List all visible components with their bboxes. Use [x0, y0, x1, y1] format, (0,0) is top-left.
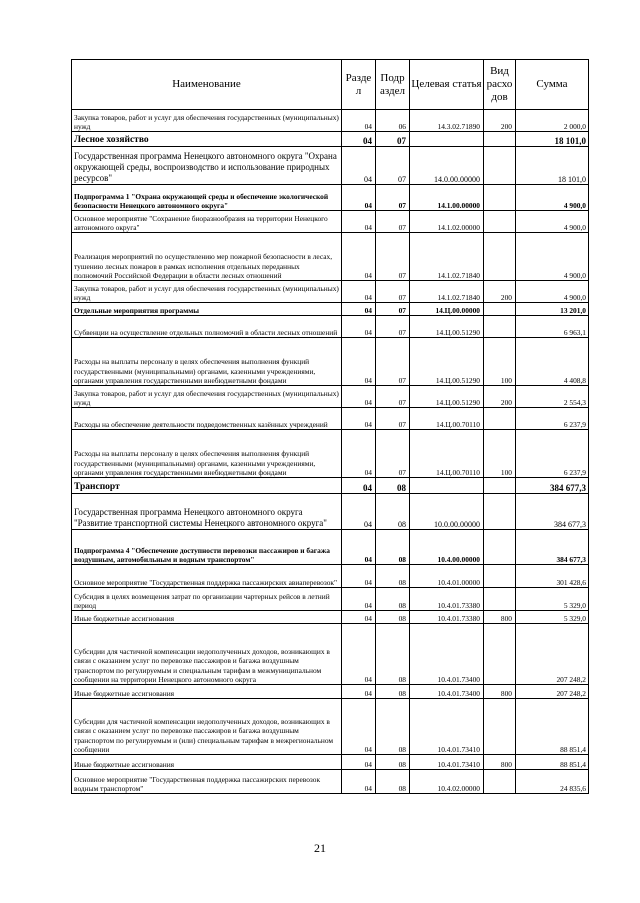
- row-podrazdel: 08: [376, 624, 410, 685]
- row-razdel: 04: [342, 565, 376, 588]
- row-vid: [484, 624, 516, 685]
- row-sum: 13 201,0: [516, 303, 589, 316]
- table-row: [72, 755, 589, 770]
- row-razdel: 04: [342, 211, 376, 233]
- table-row: [72, 185, 589, 211]
- header-sum: Сумма: [516, 60, 589, 110]
- table-row: [72, 685, 589, 699]
- row-vid: [484, 478, 516, 494]
- row-name: Транспорт: [72, 478, 342, 494]
- header-podrazdel: Подр аздел: [376, 60, 410, 110]
- row-sum: 2 554,3: [516, 386, 589, 408]
- row-podrazdel: 08: [376, 770, 410, 794]
- row-sum: 6 963,1: [516, 316, 589, 338]
- row-podrazdel: 08: [376, 494, 410, 530]
- row-podrazdel: 08: [376, 699, 410, 755]
- table-row: [72, 611, 589, 624]
- row-vid: [484, 185, 516, 211]
- row-podrazdel: 08: [376, 530, 410, 565]
- row-target: 10.4.01.73410: [410, 755, 484, 770]
- row-vid: [484, 211, 516, 233]
- table-row: [72, 494, 589, 530]
- table-row: [72, 530, 589, 565]
- table-row: [72, 281, 589, 303]
- row-razdel: 04: [342, 588, 376, 611]
- row-podrazdel: 07: [376, 211, 410, 233]
- row-vid: 200: [484, 110, 516, 132]
- row-vid: 800: [484, 685, 516, 699]
- row-sum: 4 900,0: [516, 281, 589, 303]
- row-target: 10.0.00.00000: [410, 494, 484, 530]
- row-name: Закупка товаров, работ и услуг для обеспечения государственных (муниципальных) нужд: [72, 281, 342, 303]
- row-name: Основное мероприятие "Государственная поддержка пассажирских перевозок водным транспортом": [72, 770, 342, 794]
- row-vid: 200: [484, 281, 516, 303]
- row-name: Расходы на выплаты персоналу в целях обеспечения выполнения функций государственными (муниципальными) органами, казенными учреждениями, органами управления государственными внебюджетными фондами: [72, 338, 342, 386]
- row-target: 14.Ц.00.51290: [410, 316, 484, 338]
- row-razdel: 04: [342, 611, 376, 624]
- row-razdel: 04: [342, 132, 376, 147]
- table-row: [72, 770, 589, 794]
- row-sum: 24 835,6: [516, 770, 589, 794]
- header-name: Наименование: [72, 60, 342, 110]
- row-vid: [484, 699, 516, 755]
- row-podrazdel: 07: [376, 281, 410, 303]
- row-vid: [484, 316, 516, 338]
- row-target: 14.0.00.00000: [410, 147, 484, 185]
- row-sum: 88 851,4: [516, 755, 589, 770]
- table-row: [72, 565, 589, 588]
- row-sum: 384 677,3: [516, 494, 589, 530]
- row-name: Субвенции на осуществление отдельных полномочий в области лесных отношений: [72, 316, 342, 338]
- row-razdel: 04: [342, 233, 376, 281]
- table-row: [72, 303, 589, 316]
- row-vid: [484, 494, 516, 530]
- row-target: 10.4.01.73380: [410, 611, 484, 624]
- row-sum: 4 900,0: [516, 233, 589, 281]
- row-podrazdel: 07: [376, 185, 410, 211]
- row-podrazdel: 08: [376, 565, 410, 588]
- row-podrazdel: 08: [376, 755, 410, 770]
- row-sum: 301 428,6: [516, 565, 589, 588]
- row-podrazdel: 07: [376, 316, 410, 338]
- row-razdel: 04: [342, 755, 376, 770]
- row-podrazdel: 07: [376, 408, 410, 430]
- row-razdel: 04: [342, 303, 376, 316]
- row-razdel: 04: [342, 699, 376, 755]
- row-sum: 6 237,9: [516, 430, 589, 478]
- table-row: [72, 408, 589, 430]
- row-vid: 100: [484, 338, 516, 386]
- row-name: Иные бюджетные ассигнования: [72, 685, 342, 699]
- row-podrazdel: 07: [376, 386, 410, 408]
- table-row: [72, 588, 589, 611]
- table-row: [72, 430, 589, 478]
- row-vid: 200: [484, 386, 516, 408]
- row-name: Иные бюджетные ассигнования: [72, 755, 342, 770]
- row-razdel: 04: [342, 478, 376, 494]
- row-razdel: 04: [342, 494, 376, 530]
- row-name: Подпрограмма 1 "Охрана окружающей среды и обеспечение экологической безопасности Ненецкого автономного округа": [72, 185, 342, 211]
- row-vid: [484, 530, 516, 565]
- row-name: Реализация мероприятий по осуществлению мер пожарной безопасности в лесах, тушению лесных пожаров в рамках исполнения отдельных переданных полномочий Российской Федерации в области лесных отношений: [72, 233, 342, 281]
- row-vid: [484, 303, 516, 316]
- table-row: [72, 699, 589, 755]
- table-row: [72, 624, 589, 685]
- table-row: [72, 478, 589, 494]
- row-vid: [484, 147, 516, 185]
- table-row: [72, 386, 589, 408]
- row-name: Расходы на выплаты персоналу в целях обеспечения выполнения функций государственными (муниципальными) органами, казенными учреждениями, органами управления государственными внебюджетными фондами: [72, 430, 342, 478]
- row-vid: [484, 588, 516, 611]
- row-podrazdel: 07: [376, 147, 410, 185]
- row-sum: 18 101,0: [516, 132, 589, 147]
- page-number: 21: [314, 841, 326, 855]
- row-vid: [484, 770, 516, 794]
- row-target: 14.Ц.00.00000: [410, 303, 484, 316]
- row-target: 14.3.02.71890: [410, 110, 484, 132]
- row-podrazdel: 07: [376, 430, 410, 478]
- row-target: 10.4.02.00000: [410, 770, 484, 794]
- row-vid: [484, 132, 516, 147]
- row-target: 10.4.01.73400: [410, 685, 484, 699]
- row-podrazdel: 08: [376, 611, 410, 624]
- row-sum: 6 237,9: [516, 408, 589, 430]
- row-target: [410, 132, 484, 147]
- budget-table: [71, 59, 589, 794]
- header-vid: Вид расхо дов: [484, 60, 516, 110]
- row-sum: 5 329,0: [516, 588, 589, 611]
- table-row: [72, 147, 589, 185]
- row-sum: 5 329,0: [516, 611, 589, 624]
- row-name: Подпрограмма 4 "Обеспечение доступности перевозки пассажиров и багажа воздушным, автомобильным и водным транспортом": [72, 530, 342, 565]
- table-row: [72, 316, 589, 338]
- row-target: 14.Ц.00.70110: [410, 408, 484, 430]
- row-razdel: 04: [342, 147, 376, 185]
- row-name: Иные бюджетные ассигнования: [72, 611, 342, 624]
- row-sum: 4 408,8: [516, 338, 589, 386]
- row-target: 10.4.00.00000: [410, 530, 484, 565]
- row-name: Лесное хозяйство: [72, 132, 342, 147]
- row-name: Государственная программа Ненецкого автономного округа "Охрана окружающей среды, воспроизводство и использование природных ресурсов": [72, 147, 342, 185]
- row-vid: 800: [484, 755, 516, 770]
- row-name: Закупка товаров, работ и услуг для обеспечения государственных (муниципальных) нужд: [72, 386, 342, 408]
- row-razdel: 04: [342, 316, 376, 338]
- table-row: [72, 233, 589, 281]
- row-podrazdel: 07: [376, 303, 410, 316]
- row-podrazdel: 07: [376, 338, 410, 386]
- row-target: 14.Ц.00.51290: [410, 386, 484, 408]
- row-razdel: 04: [342, 770, 376, 794]
- row-target: 14.1.02.71840: [410, 281, 484, 303]
- row-razdel: 04: [342, 624, 376, 685]
- row-name: Расходы на обеспечение деятельности подведомственных казённых учреждений: [72, 408, 342, 430]
- row-razdel: 04: [342, 408, 376, 430]
- row-sum: 4 900,0: [516, 185, 589, 211]
- table-row: [72, 132, 589, 147]
- row-name: Субсидии для частичной компенсации недополученных доходов, возникающих в связи с оказанием услуг по перевозке пассажиров и багажа воздушным транспортом по регулируемым и (или) специальным тарифам в межрегиональном сообщении: [72, 699, 342, 755]
- table-row: [72, 338, 589, 386]
- row-razdel: 04: [342, 185, 376, 211]
- row-target: 10.4.01.00000: [410, 565, 484, 588]
- row-sum: 207 248,2: [516, 685, 589, 699]
- row-name: Основное мероприятие "Государственная поддержка пассажирских авиаперевозок": [72, 565, 342, 588]
- row-target: 14.1.02.71840: [410, 233, 484, 281]
- row-name: Субсидии для частичной компенсации недополученных доходов, возникающих в связи с оказанием услуг по перевозке пассажиров и багажа воздушным транспортом по регулируемым и специальным тарифам в межмуниципальном сообщении на территории Ненецкого автономного округа: [72, 624, 342, 685]
- row-vid: [484, 565, 516, 588]
- row-target: [410, 478, 484, 494]
- row-target: 14.1.00.00000: [410, 185, 484, 211]
- row-target: 10.4.01.73410: [410, 699, 484, 755]
- row-sum: 384 677,3: [516, 478, 589, 494]
- row-razdel: 04: [342, 386, 376, 408]
- row-target: 10.4.01.73400: [410, 624, 484, 685]
- header-row: [72, 60, 589, 110]
- row-podrazdel: 08: [376, 588, 410, 611]
- row-razdel: 04: [342, 338, 376, 386]
- row-podrazdel: 08: [376, 685, 410, 699]
- table-row: [72, 211, 589, 233]
- header-target: Целевая статья: [410, 60, 484, 110]
- row-target: 14.Ц.00.51290: [410, 338, 484, 386]
- table-row: [72, 110, 589, 132]
- row-podrazdel: 07: [376, 233, 410, 281]
- row-vid: [484, 408, 516, 430]
- row-podrazdel: 06: [376, 110, 410, 132]
- row-vid: 800: [484, 611, 516, 624]
- row-sum: 384 677,3: [516, 530, 589, 565]
- row-sum: 2 000,0: [516, 110, 589, 132]
- row-razdel: 04: [342, 281, 376, 303]
- row-name: Закупка товаров, работ и услуг для обеспечения государственных (муниципальных) нужд: [72, 110, 342, 132]
- row-name: Основное мероприятие "Сохранение биоразнообразия на территории Ненецкого автономного округа": [72, 211, 342, 233]
- row-sum: 207 248,2: [516, 624, 589, 685]
- row-podrazdel: 08: [376, 478, 410, 494]
- row-target: 10.4.01.73380: [410, 588, 484, 611]
- row-sum: 4 900,0: [516, 211, 589, 233]
- row-target: 14.Ц.00.70110: [410, 430, 484, 478]
- row-vid: 100: [484, 430, 516, 478]
- row-razdel: 04: [342, 430, 376, 478]
- row-name: Отдельные мероприятия программы: [72, 303, 342, 316]
- row-vid: [484, 233, 516, 281]
- header-razdel: Разде л: [342, 60, 376, 110]
- row-sum: 88 851,4: [516, 699, 589, 755]
- row-razdel: 04: [342, 685, 376, 699]
- row-name: Государственная программа Ненецкого автономного округа "Развитие транспортной системы Ненецкого автономного округа": [72, 494, 342, 530]
- row-razdel: 04: [342, 530, 376, 565]
- row-target: 14.1.02.00000: [410, 211, 484, 233]
- row-podrazdel: 07: [376, 132, 410, 147]
- row-name: Субсидия в целях возмещения затрат по организации чартерных рейсов в летний период: [72, 588, 342, 611]
- row-razdel: 04: [342, 110, 376, 132]
- row-sum: 18 101,0: [516, 147, 589, 185]
